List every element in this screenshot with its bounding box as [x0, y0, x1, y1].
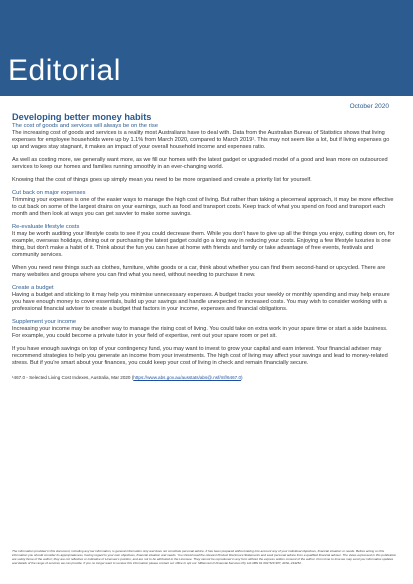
article-title: Developing better money habits	[12, 112, 152, 122]
article-subtitle: The cost of goods and services will always be on the rise	[12, 123, 158, 129]
section-paragraph: Trimming your expenses is one of the easier ways to manage the high cost of living. But rather than taking a piecemeal approach, it may be more effective to cut back on some of the largest drains on your earnings, such as food and transport costs. Keep track of what you spend on food and transport each month and then look at ways you can get savvier to make some savings.	[12, 197, 394, 217]
footnote-close: )	[241, 375, 243, 380]
section-paragraph: If you have enough savings on top of your contingency fund, you may want to invest to grow your capital and earn interest. Your financial adviser may recommend strategies to help you generate an income from your investments. The high cost of living may affect your savings and lead to money-related stress. But if you're smart about your finances, you could keep your cost of living in check and remain financially secure.	[12, 346, 388, 366]
intro-paragraph: As well as costing more, we generally want more, as we fill our homes with the latest gadget or upgraded model of a good and lean more on outsourced services to keep our homes and families running smoothly in an ever-changing world.	[12, 157, 388, 170]
footnote-text: ¹467.0 - Selected Living Cost Indexes, Australia, Mar 2020 (	[12, 375, 134, 380]
publication-date: October 2020	[349, 103, 389, 110]
section-heading: Re-evaluate lifestyle costs	[12, 224, 80, 230]
intro-paragraph: Knowing that the cost of things goes up simply mean you need to be more organised and create a priority list for yourself.	[12, 177, 312, 183]
page-title: Editorial	[8, 54, 121, 87]
section-heading: Cut back on major expenses	[12, 190, 86, 196]
header-banner	[0, 0, 413, 96]
section-heading: Create a budget	[12, 285, 54, 291]
section-paragraph: Having a budget and sticking to it may help you minimise unnecessary expenses. A budget tracks your weekly or monthly spending and may help ensure you have enough money to cover essentials, build up your savings and handle unexpected or increased costs. You may wish to consider working with a professional financial adviser to create a budget that factors in your income, expenses and financial obligations.	[12, 292, 390, 312]
legal-disclaimer: The information provided in this document, including any tax information, is general information only and does not constitute personal advice. It has been prepared without taking into account any of your individual objectives, financial situation or needs. Before acting on this information you should consider its appropriateness, having regard to your own objectives, financial situation and needs. You should read the relevant Product Disclosure Statements and seek personal advice from a qualified financial adviser. The views expressed in this publication are solely those of the author; they are not reflective or indicative of Licensee's position, and are not to be attributed to the Licensee. They cannot be reproduced in any form without the express written consent of the author. From time to time we may send you informative updates and details of the range of services we can provide. If you no longer want to receive this information please contact our office to opt out. Millennium3 Financial Services Pty Ltd ABN 61 094 529 987, AFSL 244252.	[12, 549, 397, 565]
section-paragraph: Increasing your income may be another way to manage the rising cost of living. You could take on extra work in your spare time or start a side business. For example, you could become a private tutor in your field of expertise, rent out your spare room or pet sit.	[12, 326, 388, 339]
intro-paragraph: The increasing cost of goods and services is a reality most Australians have to deal with. Data from the Australian Bureau of Statistics shows that living expenses for employee households were up by 1.1% from March 2020, compared to March 2019¹. This may not seem like a lot, but if living expenses go up and wages stay stagnant, it makes an impact of your overall household income and expenses ratio.	[12, 130, 390, 150]
section-heading: Supplement your income	[12, 319, 77, 325]
section-paragraph: When you need new things such as clothes, furniture, white goods or a car, think about whether you can find them second-hand or upcycled. There are many websites and groups where you can find what you need, without needing to purchase it new.	[12, 265, 386, 278]
footnote-link[interactable]: https://www.abs.gov.au/ausstats/abs@.nsf/mf/6467.0	[133, 375, 242, 380]
section-paragraph: It may be worth auditing your lifestyle costs to see if you could decrease them. While you don't have to give up all the things you enjoy, cutting down on, for example, overseas holidays, dining out or purchasing the latest gadget could go a long way in reducing your costs. Enjoying a few lifestyle luxuries is one thing, but don't make a habit of it. Think about the fun you can have at home with friends and family or take advantage of free events, festivals and community services.	[12, 231, 395, 258]
footnote-reference	[12, 375, 396, 381]
article-body	[12, 112, 396, 381]
